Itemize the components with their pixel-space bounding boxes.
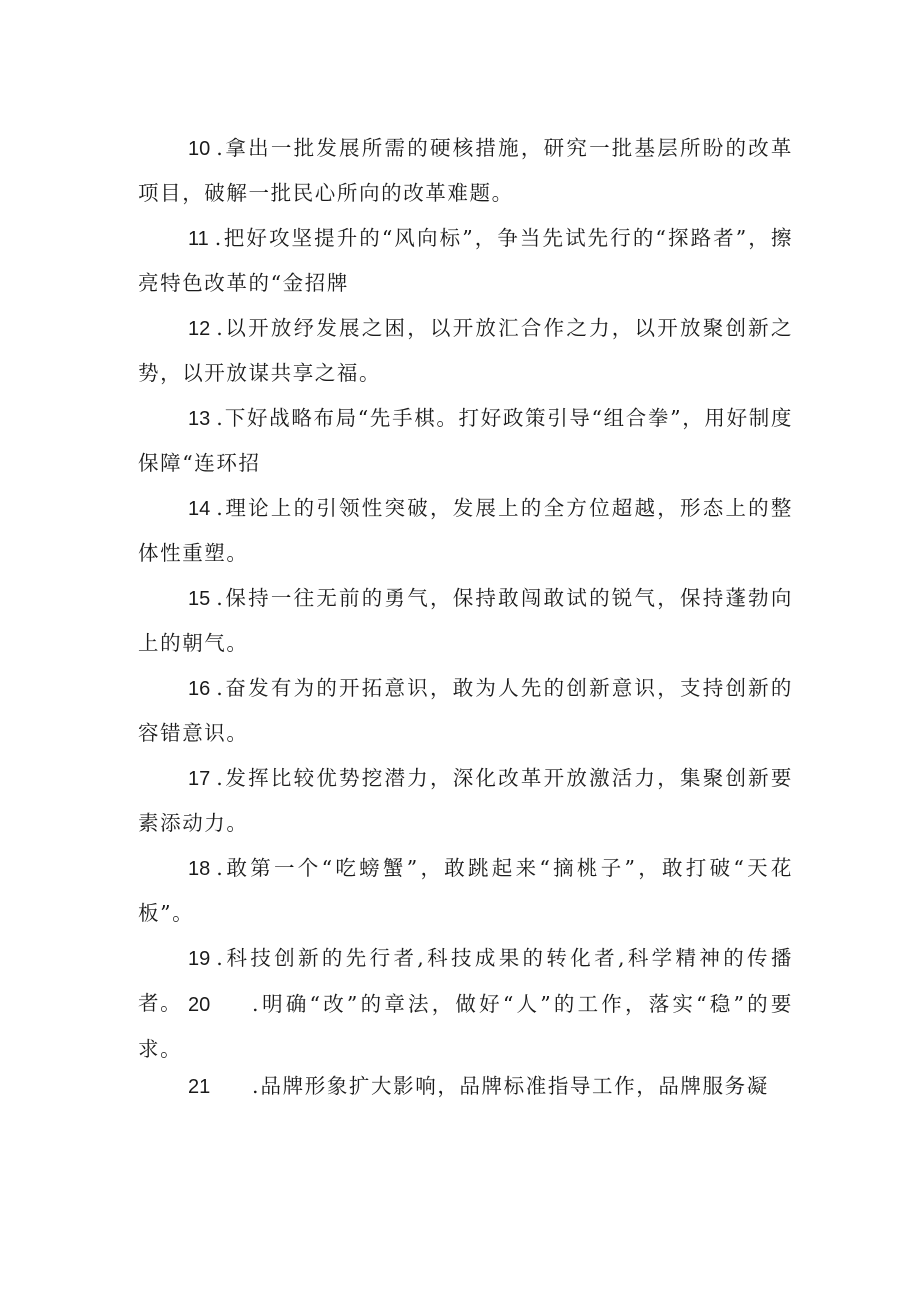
- item-separator: .: [216, 136, 223, 160]
- list-item: [138, 756, 793, 845]
- item-number: 10: [188, 138, 211, 160]
- item-separator: .: [216, 586, 223, 610]
- item-number: 15: [188, 588, 211, 610]
- item-number: 17: [188, 768, 211, 790]
- item-number: 20: [188, 994, 211, 1016]
- item-separator: .: [216, 316, 223, 340]
- list-item: [138, 1064, 793, 1109]
- item-separator: .: [216, 766, 223, 790]
- item-number: 13: [188, 408, 211, 430]
- item-separator: .: [252, 992, 259, 1016]
- item-text: 保持一往无前的勇气，保持敢闯敢试的锐气，保持蓬勃向上的朝气。: [138, 586, 793, 655]
- list-item: [138, 306, 793, 395]
- item-text: 品牌形象扩大影响，品牌标准指导工作，品牌服务凝: [260, 1074, 769, 1098]
- item-number: 16: [188, 678, 211, 700]
- item-separator: .: [216, 496, 223, 520]
- list-item: [138, 126, 793, 215]
- item-separator: .: [216, 946, 223, 970]
- list-item: [138, 982, 793, 1071]
- item-number: 12: [188, 318, 211, 340]
- item-text: 把好攻坚提升的“风向标”，争当先试先行的“探路者”，擦亮特色改革的“金招牌: [138, 226, 793, 295]
- item-number: 18: [188, 858, 211, 880]
- item-text: 下好战略布局“先手棋。打好政策引导“组合拳”，用好制度保障“连环招: [138, 406, 793, 475]
- item-separator: .: [216, 856, 223, 880]
- item-separator: .: [214, 226, 222, 250]
- item-text: 明确“改”的章法，做好“人”的工作，落实“稳”的要求。: [138, 992, 793, 1061]
- list-item: [138, 486, 793, 575]
- list-item: [138, 396, 793, 485]
- list-item: [138, 576, 793, 665]
- item-separator: .: [216, 676, 223, 700]
- item-separator: .: [216, 406, 223, 430]
- item-number: 21: [188, 1076, 211, 1098]
- item-number: 19: [188, 948, 211, 970]
- item-text: 理论上的引领性突破，发展上的全方位超越，形态上的整体性重塑。: [138, 496, 793, 565]
- item-text: 发挥比较优势挖潜力，深化改革开放激活力，集聚创新要素添动力。: [138, 766, 793, 835]
- item-text: 科技创新的先行者,科技成果的转化者,科学精神的传播者。: [138, 946, 793, 1015]
- item-text: 以开放纾发展之困，以开放汇合作之力，以开放聚创新之势，以开放谋共享之福。: [138, 316, 793, 385]
- item-number: 11: [188, 228, 209, 250]
- item-text: 敢第一个“吃螃蟹”，敢跳起来“摘桃子”，敢打破“天花板”。: [138, 856, 793, 925]
- list-item: [138, 666, 793, 755]
- list-item: [138, 216, 793, 305]
- item-text: 奋发有为的开拓意识，敢为人先的创新意识，支持创新的容错意识。: [138, 676, 793, 745]
- item-text: 拿出一批发展所需的硬核措施，研究一批基层所盼的改革项目，破解一批民心所向的改革难题。: [138, 136, 793, 205]
- item-number: 14: [188, 498, 211, 520]
- item-separator: .: [252, 1074, 259, 1098]
- list-item: [138, 846, 793, 935]
